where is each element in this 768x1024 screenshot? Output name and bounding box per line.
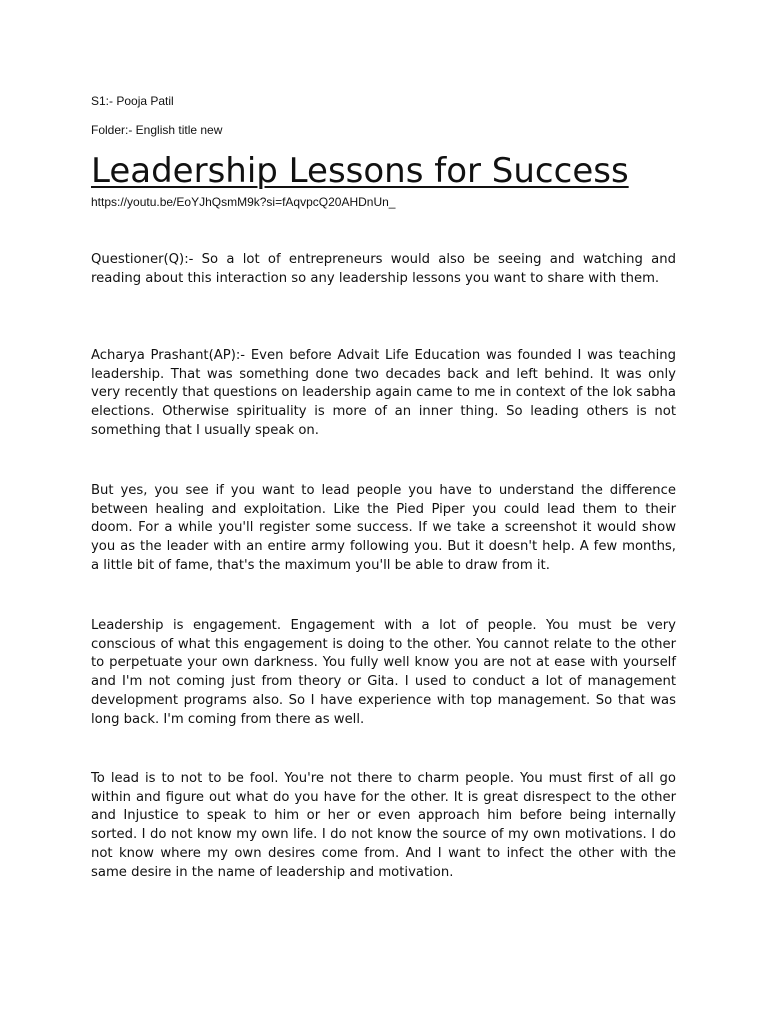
folder-line: Folder:- English title new (91, 123, 223, 137)
paragraph-engagement: Leadership is engagement. Engagement with a lot of people. You must be very conscious of what this engagement is doing to the other. You cannot relate to the other to perpetuate your own darkness. You fully well know you are not at ease with yourself and I'm not coming just from theory or Gita. I used to conduct a lot of management development programs also. So I have experience with top management. So that was long back. I'm coming from there as well. (91, 618, 676, 727)
paragraph-to-lead: To lead is to not to be fool. You're not there to charm people. You must first of all go within and figure out what do you have for the other. It is great disrespect to the other and Injustice to speak to him or her or even approach him before being internally sorted. I do not know my own life. I do not know the source of my own motivations. I do not know where my own desires come from. And I want to infect the other with the same desire in the name of leadership and motivation. (91, 771, 676, 880)
video-link: https://youtu.be/EoYJhQsmM9k?si=fAqvpcQ20AHDnUn_ (91, 195, 396, 209)
paragraph-healing-exploitation: But yes, you see if you want to lead people you have to understand the difference between healing and exploitation. Like the Pied Piper you could lead them to their doom. For a while you'll register some success. If we take a screenshot it would show you as the leader with an entire army following you. But it doesn't help. A few months, a little bit of fame, that's the maximum you'll be able to draw from it. (91, 483, 676, 573)
document-page (91, 0, 676, 1024)
document-title: Leadership Lessons for Success (91, 151, 629, 191)
s1-line: S1:- Pooja Patil (91, 94, 174, 108)
paragraph-questioner: Questioner(Q):- So a lot of entrepreneurs would also be seeing and watching and reading about this interaction so any leadership lessons you want to share with them. (91, 252, 676, 286)
paragraph-answer-intro: Acharya Prashant(AP):- Even before Advait Life Education was founded I was teaching leadership. That was something done two decades back and left behind. It was only very recently that questions on leadership again came to me in context of the lok sabha elections. Otherwise spirituality is more of an inner thing. So leading others is not something that I usually speak on. (91, 348, 676, 438)
